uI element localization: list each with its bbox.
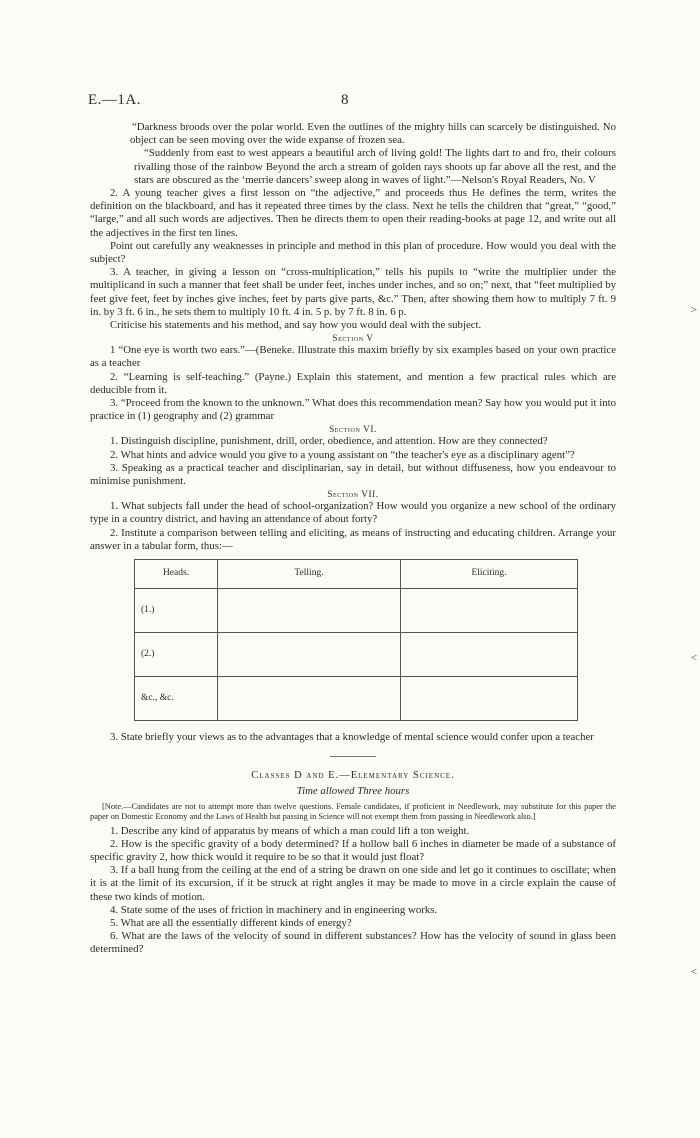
- section-v-question-1: 1 “One eye is worth two ears.”—(Beneke. Illustrate this maxim briefly by six examples based on your own practice as a teacher: [90, 344, 616, 370]
- section-vii-question-3: 3. State briefly your views as to the advantages that a knowledge of mental science would confer upon a teacher: [110, 731, 594, 744]
- section-vii-question-1: 1. What subjects fall under the head of school-organization? How would you organize a new school of the ordinary type in a country district, and having an attendance of about forty?: [90, 500, 616, 526]
- section-divider: [330, 756, 376, 757]
- row-label: &c., &c.: [135, 677, 218, 721]
- science-paper-heading: Classes D and E.—Elementary Science.: [251, 770, 455, 782]
- science-question-1: 1. Describe any kind of apparatus by means of which a man could lift a ton weight.: [110, 824, 470, 837]
- question-adjective: 2. A young teacher gives a first lesson on “the adjective,” and proceeds thus He defines the term, writes the definition on the blackboard, and has it repeated three times by the class. Next he tells the children that “great,” “good,” “large,” and all such words are adjectives. Then he directs them to open their reading-books at page 12, and write out all the adjectives in the first ten lines.: [90, 187, 616, 239]
- science-question-5: 5. What are all the essentially different kinds of energy?: [110, 916, 352, 929]
- quotation-paragraph-2: “Suddenly from east to west appears a beautiful arch of living gold! The lights dart to and fro, their colours rivalling those of the rainbow Beyond the arch a stream of golden rays shoots up far above all the rest, and the stars are obscured as the ‘merrie dancers’ sweep along in waves of light.”—Nelson's Royal Readers, No. V: [134, 147, 616, 186]
- row-label: (2.): [135, 633, 218, 677]
- table-row: [135, 633, 578, 677]
- table-cell: [218, 677, 401, 721]
- page-header: [88, 94, 614, 114]
- table-row: [135, 589, 578, 633]
- science-question-4: 4. State some of the uses of friction in machinery and in engineering works.: [110, 903, 438, 916]
- document-code: E.—1A.: [88, 92, 141, 108]
- section-vi-question-2: 2. What hints and advice would you give to a young assistant on “the teacher's eye as a disciplinary agent”?: [110, 448, 575, 461]
- column-header-telling: Telling.: [218, 560, 401, 589]
- section-heading-vi: Section VI.: [329, 424, 377, 435]
- section-vii-question-2: 2. Institute a comparison between telling and eliciting, as means of instructing and educating children. Arrange your answer in a tabular form, thus:—: [90, 526, 616, 552]
- question-cross-multiplication: 3. A teacher, in giving a lesson on “cross-multiplication,” tells his pupils to “write the multiplier under the multiplicand in such a manner that feet shall be under feet, inches under inches, and so on;” next, that “feet multiplied by feet give feet, feet by inches give inches, feet by parts give parts, &c.” Then, after showing them how to multiply 7 ft. 9 in. by 3 ft. 6 in., he sets them to multiply 10 ft. 4 in. 5 p. by 7 ft. 8 in. 6 p.: [90, 266, 616, 318]
- section-vi-question-1: 1. Distinguish discipline, punishment, drill, order, obedience, and attention. How are they connected?: [110, 435, 548, 448]
- table-cell: [218, 589, 401, 633]
- science-question-2: 2. How is the specific gravity of a body determined? If a hollow ball 6 inches in diameter be made of a substance of specific gravity 2, how thick would it require to be so that it would just float?: [90, 837, 616, 863]
- margin-mark: <: [690, 966, 696, 978]
- time-allowed: Time allowed Three hours: [296, 784, 410, 797]
- margin-mark: >: [690, 304, 696, 316]
- table-cell: [401, 633, 578, 677]
- question-cross-multiplication-follow-up: Criticise his statements and his method, and say how you would deal with the subject.: [110, 319, 482, 332]
- page-body: [90, 121, 616, 957]
- candidates-note: [Note.—Candidates are not to attempt more than twelve questions. Female candidates, if proficient in Needlework, may substitute for this paper the paper on Domestic Economy and the Laws of Health but passing in Science will not exempt them from passing in Needlework also.]: [90, 801, 616, 822]
- column-header-heads: Heads.: [135, 560, 218, 589]
- margin-mark: <: [690, 652, 696, 664]
- section-vi-question-3: 3. Speaking as a practical teacher and disciplinarian, say in detail, but without diffuseness, how you endeavour to minimise punishment.: [90, 461, 616, 488]
- science-question-3: 3. If a ball hung from the ceiling at the end of a string be drawn on one side and let go it continues to oscillate; when it is at the limit of its excursion, if it be struck at right angles it may be made to move in a circle explain the cause of these two kinds of motion.: [90, 864, 616, 903]
- answer-format-table: [134, 559, 578, 721]
- column-header-eliciting: Eliciting.: [401, 560, 578, 589]
- section-v-question-2: 2. “Learning is self-teaching.” (Payne.) Explain this statement, and mention a few practical rules which are deducible from it.: [90, 370, 616, 396]
- page-number: 8: [341, 92, 349, 108]
- science-question-6: 6. What are the laws of the velocity of sound in different substances? How has the velocity of sound in glass been determined?: [90, 930, 616, 956]
- table-cell: [218, 633, 401, 677]
- table-header-row: [135, 560, 578, 589]
- question-adjective-follow-up: Point out carefully any weaknesses in principle and method in this plan of procedure. How would you deal with the subject?: [90, 239, 616, 266]
- section-v-question-3: 3. “Proceed from the known to the unknown.” What does this recommendation mean? Say how you would put it into practice in (1) geography and (2) grammar: [90, 397, 616, 423]
- section-heading-v: Section V: [332, 333, 374, 344]
- table-cell: [401, 589, 578, 633]
- section-heading-vii: Section VII.: [327, 489, 379, 500]
- row-label: (1.): [135, 589, 218, 633]
- table-row: [135, 677, 578, 721]
- quotation-paragraph-1: “Darkness broods over the polar world. Even the outlines of the mighty hills can scarcely be distinguished. No object can be seen moving over the wide expanse of frozen sea.: [130, 121, 616, 147]
- table-cell: [401, 677, 578, 721]
